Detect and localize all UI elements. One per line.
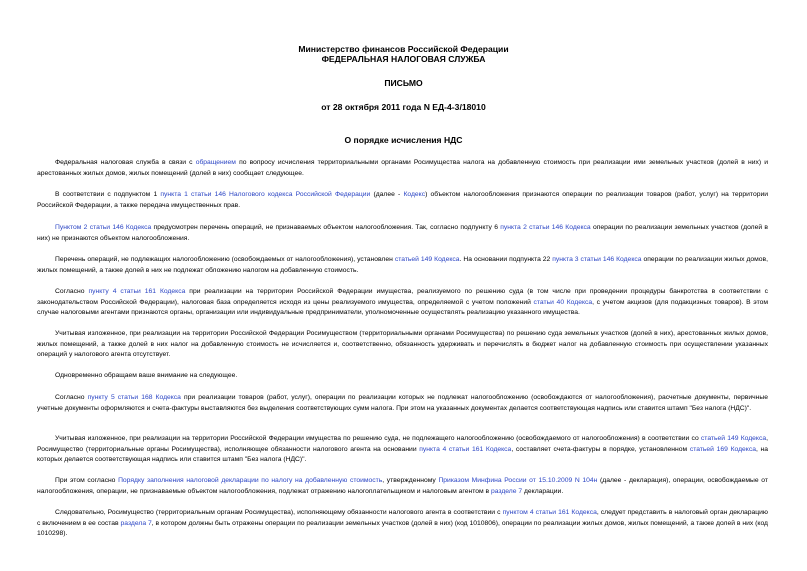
text: , Росимущество (территориальные органы Росимущества), исполняющее обязанности налогового агента на основании [37, 435, 768, 453]
link-art169[interactable]: статьей 169 Кодекса [689, 445, 756, 453]
link-art161-p4[interactable]: пунктом 4 статьи 161 Кодекса [502, 509, 597, 516]
text: , на которых делается соответствующая надпись или ставится штамп "Без налога (НДС)". [37, 445, 769, 463]
link-section-7[interactable]: раздела 7 [120, 519, 152, 527]
service-name: ФЕДЕРАЛЬНАЯ НАЛОГОВАЯ СЛУЖБА [321, 54, 486, 64]
text: Одновременно обращаем ваше внимание на следующее. [55, 372, 238, 379]
text: при реализации на территории Российской Федерации имущества, реализуемого по решению суда (в том числе при проведении процедуры банкротства в соответствии с законодательством Российской Федерации), налоговая база определяется исходя из цены реализуемого имущества, определяемой с учетом положений [37, 288, 768, 306]
paragraph-2 [37, 190, 768, 211]
link-art149[interactable]: статьей 149 Кодекса [700, 435, 767, 442]
paragraph-6 [37, 329, 768, 361]
link-art161-p4[interactable]: пункта 4 статьи 161 Кодекса [419, 445, 512, 453]
paragraph-4 [37, 255, 768, 276]
text: , утвержденному [382, 477, 439, 484]
text: Федеральная налоговая служба в связи с [55, 159, 196, 166]
text: по вопросу исчисления территориальными органами Росимущества налога на добавленную стоимость при реализации ими земельных участков (долей в них) и арестованных жилых домов, жилых помещений (долей в них) сообщает следующее. [37, 159, 768, 177]
text: , следует представить в налоговый орган декларацию с включением в ее состав [37, 509, 768, 527]
text: предусмотрен перечень операций, не признаваемых объектом налогообложения. Так, согласно подпункту 6 [151, 224, 501, 231]
ministry-name: Министерство финансов Российской Федерации [298, 44, 509, 54]
text: Следовательно, Росимущество (территориальным органам Росимущества), исполняющему обязанности налогового агента в соответствии с [55, 509, 503, 516]
paragraph-8 [37, 393, 768, 414]
text: При этом согласно [55, 477, 119, 484]
paragraph-11 [37, 508, 768, 540]
link-code[interactable]: Кодекс [403, 191, 426, 198]
link-art161-p4[interactable]: пункту 4 статьи 161 Кодекса [88, 288, 186, 295]
text: Учитывая изложенное, при реализации на территории Российской Федерации имущества по решению суда, не подлежащего налогообложению (освобождаемого от налогообложения) в соответствии со [55, 435, 701, 442]
text: декларации. [522, 487, 564, 495]
paragraph-3 [37, 223, 768, 244]
text: Перечень операций, не подлежащих налогообложению (освобождаемых от налогообложения), установлен [55, 256, 395, 263]
link-section-7[interactable]: разделе 7 [490, 487, 523, 495]
document-date-number: от 28 октября 2011 года N ЕД-4-3/18010 [321, 102, 486, 112]
link-art146-p2[interactable]: Пунктом 2 статьи 146 Кодекса [55, 224, 152, 231]
document-type: ПИСЬМО [384, 78, 423, 88]
paragraph-1 [37, 158, 768, 179]
link-art149[interactable]: статьей 149 Кодекса [394, 256, 460, 263]
text: . На основании подпункта 22 [459, 256, 553, 263]
link-minfin-order-104n[interactable]: Приказом Минфина России от 15.10.2009 N 104н [438, 477, 598, 484]
link-art40[interactable]: статьи 40 Кодекса [533, 298, 593, 306]
link-declaration-procedure[interactable]: Порядку заполнения налоговой декларации по налогу на добавленную стоимость [118, 477, 383, 484]
text: ) объектом налогообложения признаются операции по реализации товаров (работ, услуг) на территории Российской Федерации, а также передача имущественных прав. [37, 191, 768, 209]
text: В соответствии с подпунктом 1 [55, 191, 161, 198]
link-art168-p5[interactable]: пункту 5 статьи 168 Кодекса [87, 394, 181, 401]
text: Учитывая изложенное, при реализации на территории Российской Федерации Росимуществом (территориальными органами Росимущества) по решению суда земельных участков (долей в них), арестованных жилых домов, жилых помещений, а также долей в них налог на добавленную стоимость не исчисляется и, соответственно, обязанность удерживать и перечислять в бюджет налог на добавленную стоимость при осуществлении указанных операций у налогового агента отсутствует. [37, 330, 768, 358]
paragraph-10 [37, 476, 768, 497]
paragraph-5 [37, 287, 768, 319]
paragraph-9 [37, 434, 768, 466]
text: Согласно [55, 288, 89, 295]
link-tax-code-art146[interactable]: пункта 1 статьи 146 Налогового кодекса Российской Федерации [160, 191, 371, 198]
text: , в котором должны быть отражены операции по реализации земельных участков (долей в них) (код 1010806), операции по реализации жилых домов, жилых помещений, а также долей в них (код 1010298). [37, 519, 768, 537]
text: , с учетом акцизов (для подакцизных товаров). В этом случае налоговыми агентами признаются органы, организации или индивидуальные предприниматели, уполномоченные осуществлять реализацию указанного имущества. [37, 298, 768, 316]
link-art146-p2[interactable]: пункта 2 статьи 146 Кодекса [500, 224, 591, 231]
link-art146-p3[interactable]: пункта 3 статьи 146 Кодекса [552, 256, 642, 263]
paragraph-7 [37, 371, 768, 382]
text: (далее - [370, 191, 404, 198]
document-header [0, 44, 807, 145]
text: (далее - декларация), операции, освобождаемые от налогообложения, операции, не признаваемые объектом налогообложения, подлежат отражению налогоплательщиком и налоговым агентом в [37, 477, 768, 495]
text: , составляет счета-фактуры в порядке, установленном [511, 445, 690, 453]
text: Согласно [55, 394, 88, 401]
text: операции по реализации жилых домов, жилых помещений, а также долей в них не подлежат обложению налогом на добавленную стоимость. [37, 256, 769, 274]
text: операции по реализации земельных участков (долей в них) не признаются объектом налогообложения. [37, 224, 768, 242]
document-subject: О порядке исчисления НДС [344, 135, 463, 145]
text: при реализации товаров (работ, услуг), операции по реализации которых не подлежат налогообложению (освобождаются от налогообложения), расчетные документы, первичные учетные документы оформляются и счета-фактуры выставляются без выделения соответствующих сумм налога. При этом на указанных документах делается соответствующая надпись или ставится штамп "Без налога (НДС)". [37, 394, 768, 412]
link-appeal[interactable]: обращением [195, 159, 236, 166]
